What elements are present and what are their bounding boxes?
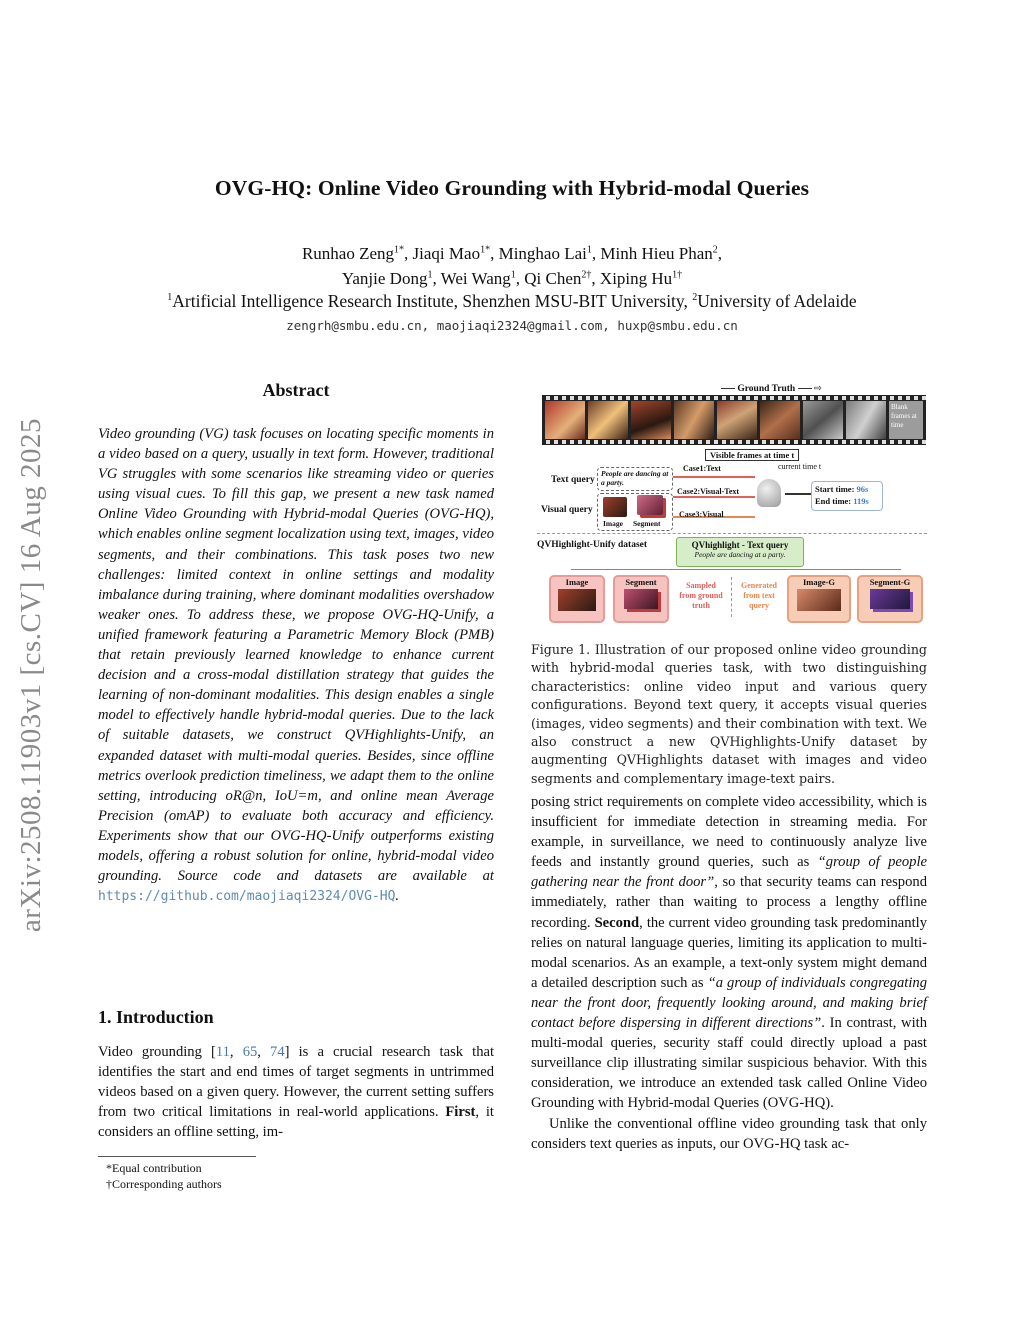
arxiv-identifier: arXiv:2508.11903v1 [cs.CV] 16 Aug 2025 — [15, 417, 47, 933]
abstract-text: Video grounding (VG) task focuses on locating specific moments in a video based on a query, usually in text form. However, traditional VG struggles with some scenarios like streaming video or queries using visual cues. To fill this gap, we present a new task named Online Video Grounding with Hybrid-modal Queries (OVG-HQ), which enables online segment localization using text, images, video segments, and their combinations. This task poses two new challenges: limited context in online settings and modality imbalance during training, where dominant modalities overshadow weaker ones. To address these, we propose OVG-HQ-Unify, a unified framework featuring a Parametric Memory Block (PMB) that retain previously learned knowledge to enhance current decision and a cross-modal distillation strategy that guides the learning of non-dominant modalities. This design enables a single model to effectively handle hybrid-modal queries. Due to the lack of suitable datasets, we construct QVHighlights-Unify, an expanded dataset with multi-modal queries. Besides, since offline metrics overlook prediction timeliness, we adapt them to the online setting, introducing oR@n, IoU=m, and online mean Average Precision (omAP) to evaluate both accuracy and efficiency. Experiments show that our OVG-HQ-Unify outperforms existing models, offering a robust solution for online, hybrid-modal video grounding. Source code and datasets are available at https://github.com/maojiaqi2324/OVG-HQ. — [98, 426, 494, 905]
text-query-text: People are dancing at a party. — [601, 469, 669, 487]
sampled-label: Sampled from ground truth — [679, 581, 723, 610]
segment-g-box: Segment-G — [857, 575, 923, 623]
citation-link[interactable]: 74 — [270, 1044, 285, 1060]
qvhighlight-text-query-box: QVhighlight - Text query People are dancing at a party. — [676, 537, 804, 567]
generated-label: Generated from text query — [741, 581, 777, 610]
segment-label: Segment — [633, 519, 661, 528]
footnote-equal-contribution: *Equal contribution — [106, 1161, 202, 1175]
abstract-heading: Abstract — [262, 380, 330, 400]
authors-line-1: Runhao Zeng$^{1*}$, Jiaqi Mao$^{1*}$, Minghao Lai$^1$, Minh Hieu Phan$^2$, — [301, 244, 723, 263]
affiliations: $^1$Artificial Intelligence Research Institute, Shenzhen MSU-BIT University, $^2$University of Adelaide — [167, 291, 857, 311]
footnote-rule — [98, 1156, 256, 1157]
paper-title: OVG-HQ: Online Video Grounding with Hybrid-modal Queries — [214, 176, 810, 200]
image-g-box: Image-G — [787, 575, 851, 623]
citation-link[interactable]: 11 — [215, 1044, 230, 1060]
paragraph: Unlike the conventional offline video grounding task that only considers text queries as inputs, our OVG-HQ task ac- — [531, 1115, 927, 1152]
footnote-corresponding: †Corresponding authors — [106, 1177, 222, 1191]
end-time: End time: 119s — [815, 496, 869, 506]
figure-1-caption: Figure 1. Illustration of our proposed online video grounding with hybrid-modal queries task, with two distinguishing characteristics: online video input and various query configurations. Beyond text query, it accepts visual queries (images, video segments) and their combination with text. We also construct a new QVHighlights-Unify dataset by augmenting QVHighlights dataset with images and video segments and complementary image-text pairs. — [531, 642, 928, 786]
image-label: Image — [603, 519, 623, 528]
citation-link[interactable]: 65 — [242, 1044, 258, 1060]
paragraph: posing strict requirements on complete video accessibility, which is insufficient for immediate detection in streaming media. For example, in surveillance, we need to continuously analyze live feeds and instantly ground queries, such as “group of people gathering near the front door”, so that security teams can respond immediately, rather than waiting to process a lengthy offline recording. Second, the current video grounding task predominantly relies on natural language queries, limiting its application to multi-modal scenarios. As an example, a text-only system might demand a detailed description such as “a group of individuals congregating near the front door, frequently looking around, and making brief contact before dispersing in different directions”. In contrast, with multi-modal queries, security staff could directly upload a past surveillance clip illustrating similar suspicious behavior. With this consideration, we introduce an extended task called Online Video Grounding with Hybrid-modal Queries (OVG-HQ). — [531, 794, 927, 1112]
visual-query-label: Visual query — [541, 505, 593, 515]
authors-line-2: Yanjie Dong$^1$, Wei Wang$^1$, Qi Chen$^{2\dagger}$, Xiping $Hu^{1\dagger}$ — [341, 269, 683, 288]
current-time-label: current time t — [778, 462, 822, 471]
model-head-icon — [757, 479, 781, 507]
intro-paragraph: Video grounding [11, 65, 74] is a crucial research task that identifies the start and end times of target segments in untrimmed videos based on a given query. However, the current setting suffers from two critical limitations in real-world applications. First, it considers an offline setting, im- — [98, 1044, 495, 1141]
section-heading-introduction: 1. Introduction — [98, 1007, 214, 1027]
case1-label: Case1:Text — [683, 464, 721, 473]
start-time: Start time: 96s — [815, 484, 869, 494]
image-box: Image — [549, 575, 605, 623]
visible-frames-label: Visible frames at time t — [705, 449, 799, 461]
case3-label: Case3:Visual — [679, 510, 724, 519]
ground-truth-label: Ground Truth ⇨ — [721, 383, 822, 394]
author-emails: zengrh@smbu.edu.cn, maojiaqi2324@gmail.com, huxp@smbu.edu.cn — [286, 318, 738, 333]
case2-label: Case2:Visual-Text — [677, 487, 740, 496]
source-code-link[interactable]: https://github.com/maojiaqi2324/OVG-HQ — [98, 889, 396, 905]
dataset-label: QVHighlight-Unify dataset — [537, 540, 648, 550]
figure-1 — [531, 383, 931, 628]
right-column-text — [531, 792, 927, 1154]
segment-box: Segment — [613, 575, 669, 623]
text-query-label: Text query — [551, 475, 595, 485]
video-filmstrip: Blank frames at time — [542, 395, 926, 445]
